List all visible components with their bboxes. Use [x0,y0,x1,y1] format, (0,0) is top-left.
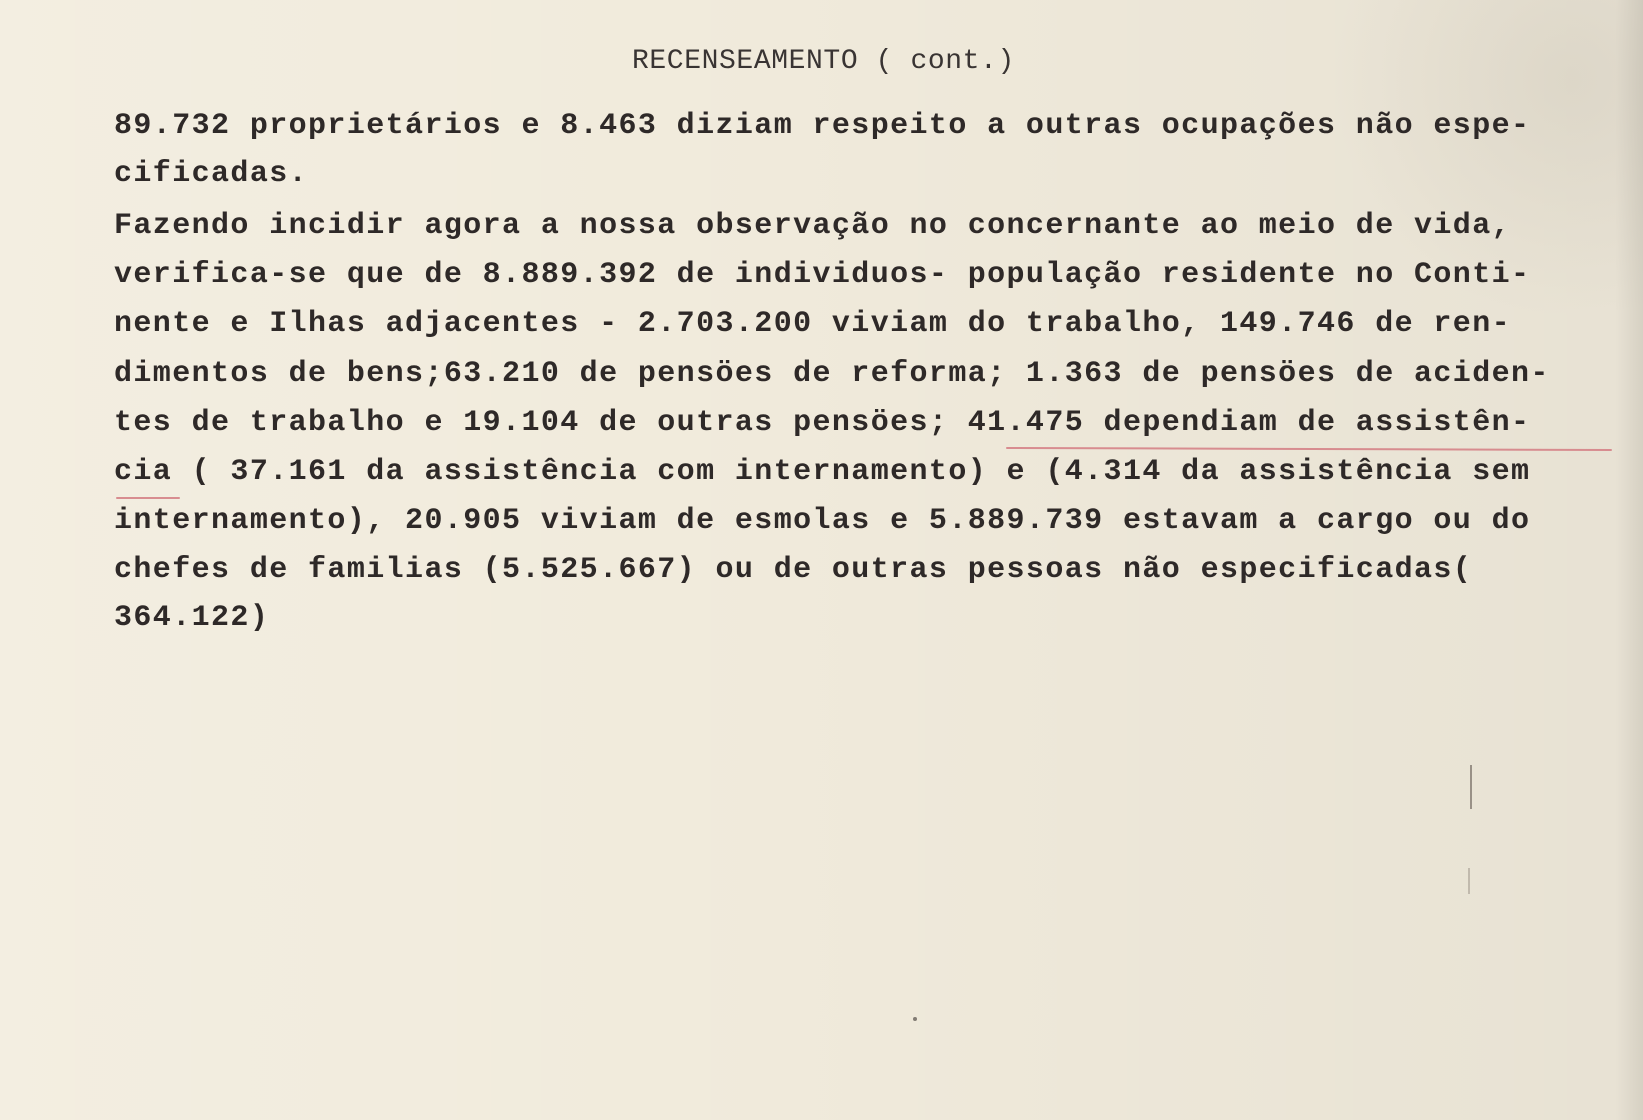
red-underline-cia [116,497,180,499]
text-line-9: internamento), 20.905 viviam de esmolas e 5.889.739 estavam a cargo ou do [114,504,1531,538]
paper-mark [1468,868,1470,894]
text-line-1: 89.732 proprietários e 8.463 diziam respeito a outras ocupações não espe- [114,109,1531,143]
text-line-4: verifica-se que de 8.889.392 de individuos- população residente no Conti- [114,258,1531,292]
text-line-3: Fazendo incidir agora a nossa observação no concernante ao meio de vida, [114,209,1512,243]
text-line-10: chefes de familias (5.525.667) ou de outras pessoas não especificadas( [114,553,1473,587]
text-line-8: cia ( 37.161 da assistência com internamento) e (4.314 da assistência sem [114,455,1531,489]
paper-dot [913,1017,917,1021]
document-title: RECENSEAMENTO ( cont.) [632,46,1015,77]
text-line-7: tes de trabalho e 19.104 de outras pensöes; 41.475 dependiam de assistên- [114,406,1531,440]
text-line-5: nente e Ilhas adjacentes - 2.703.200 viviam do trabalho, 149.746 de ren- [114,307,1512,341]
text-line-6: dimentos de bens;63.210 de pensöes de reforma; 1.363 de pensöes de aciden- [114,357,1550,391]
text-line-11: 364.122) [114,601,270,635]
paper-mark [1470,765,1472,809]
paper-edge-shadow [1615,0,1643,1120]
text-line-2: cificadas. [114,157,309,191]
